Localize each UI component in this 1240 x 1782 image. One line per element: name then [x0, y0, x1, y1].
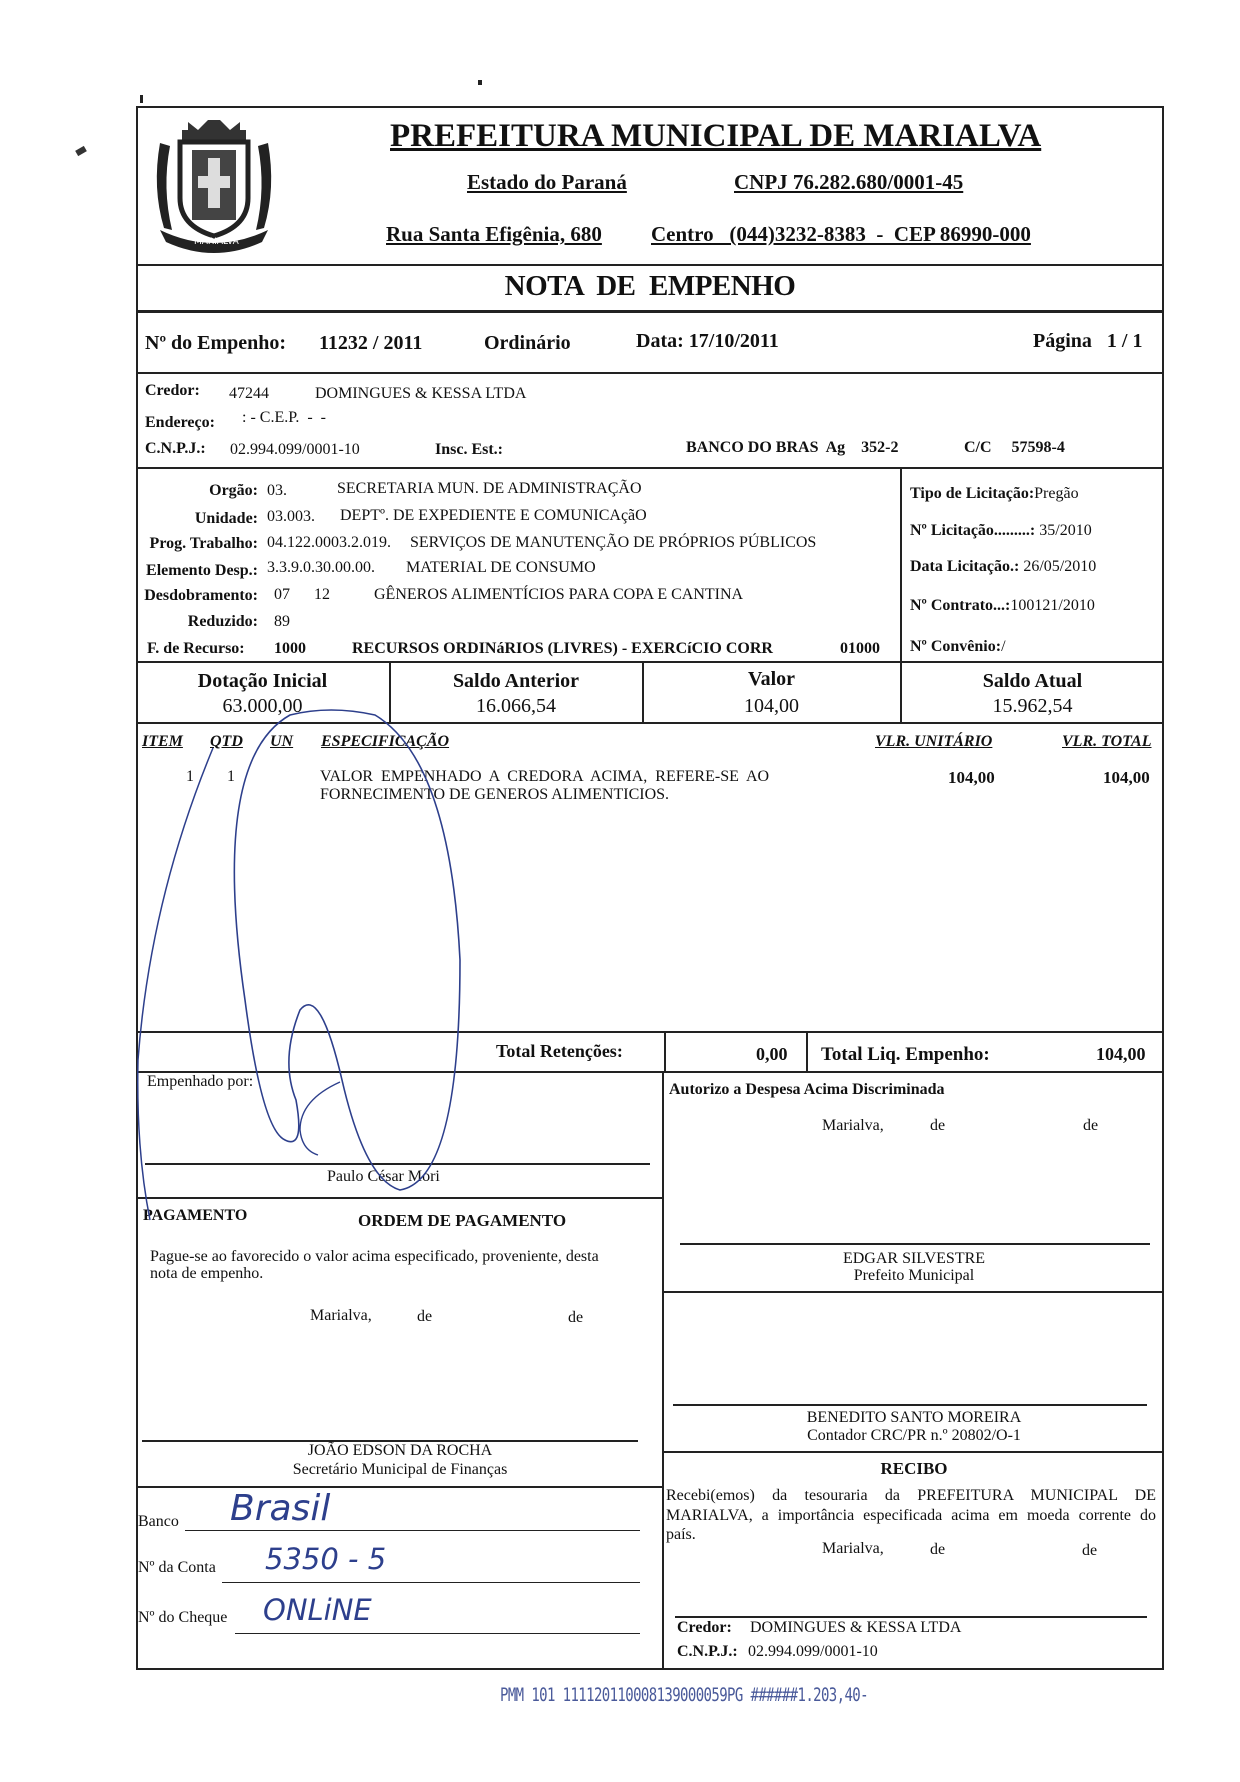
recibo-cnpj-label: C.N.P.J.: [677, 1643, 738, 1660]
dotacao-label: Dotação Inicial [197, 670, 328, 692]
svg-text:MARIALVA: MARIALVA [194, 237, 239, 247]
conta-line [222, 1582, 640, 1583]
tipo-licitacao-value: Pregão [1034, 485, 1079, 502]
prog-code: 04.122.0003.2.019. [267, 534, 391, 551]
credor-label: Credor: [145, 382, 200, 399]
contrato [910, 597, 1095, 615]
orgao-label: Orgão: [209, 482, 258, 499]
num-licitacao-value: 35/2010 [1039, 522, 1092, 539]
header-contact: Centro (044)3232-8383 - CEP 86990-000 [651, 222, 1031, 246]
convenio [910, 638, 1006, 656]
empenho-number-label: Nº do Empenho: [145, 332, 287, 354]
prog-label: Prog. Trabalho: [149, 535, 258, 552]
credor-name: DOMINGUES & KESSA LTDA [315, 385, 527, 402]
autorizo-de2: de [1083, 1117, 1099, 1134]
convenio-label: Nº Convênio: [910, 638, 1002, 655]
contrato-label: Nº Contrato...: [910, 597, 1011, 614]
scan-speck [140, 95, 143, 103]
table-row-spec-line2: FORNECIMENTO DE GENEROS ALIMENTICIOS. [320, 786, 670, 803]
coat-of-arms-logo [142, 118, 286, 260]
account-cc: C/C 57598-4 [964, 439, 1065, 456]
col-header-qtd: QTD [210, 733, 243, 750]
fonte-number: 01000 [840, 640, 880, 657]
conta-handwritten: 5350 - 5 [265, 1542, 387, 1576]
orgao-code: 03. [267, 482, 287, 499]
desdobramento-label: Desdobramento: [144, 587, 258, 604]
recibo-credor-label: Credor: [677, 1619, 732, 1636]
divider [136, 372, 1164, 374]
num-licitacao-label: Nº Licitação.........: [910, 522, 1036, 539]
header-title: PREFEITURA MUNICIPAL DE MARIALVA [390, 118, 1042, 154]
table-row-qtd: 1 [227, 768, 235, 785]
recibo-de2: de [1082, 1542, 1098, 1559]
credor-cnpj: 02.994.099/0001-10 [230, 441, 360, 458]
elemento-name: MATERIAL DE CONSUMO [406, 559, 596, 576]
total-liq-value: 104,00 [1096, 1044, 1146, 1064]
divider [136, 310, 1164, 313]
signature-line [673, 1404, 1147, 1406]
pagamento-text-line2: nota de empenho. [150, 1265, 264, 1282]
divider [662, 1291, 1164, 1293]
desdobramento-name: GÊNEROS ALIMENTÍCIOS PARA COPA E CANTINA [374, 586, 744, 603]
scan-speck [75, 146, 87, 156]
pagamento-de2: de [568, 1309, 584, 1326]
tipo-licitacao-label [910, 485, 1079, 503]
valor-label: Valor [747, 668, 796, 690]
convenio-value: / [1001, 638, 1006, 655]
vertical-divider [806, 1033, 808, 1073]
contrato-value: 100121/2010 [1010, 597, 1095, 614]
bank-info: BANCO DO BRAS Ag 352-2 [686, 439, 899, 456]
elemento-code: 3.3.9.0.30.00.00. [267, 559, 375, 576]
bottom-stamp: PMM 101 111120110008139000059PG ######1.203,40- [500, 1685, 868, 1707]
total-retencoes-label: Total Retenções: [496, 1041, 623, 1061]
cheque-line [235, 1633, 640, 1634]
reduzido-value: 89 [274, 613, 290, 630]
total-liq-label: Total Liq. Empenho: [821, 1044, 990, 1065]
page-number: Página 1 / 1 [1033, 330, 1143, 352]
cheque-label: Nº do Cheque [138, 1609, 228, 1626]
header-cnpj: CNPJ 76.282.680/0001-45 [734, 170, 964, 194]
orgao-name: SECRETARIA MUN. DE ADMINISTRAÇÃO [337, 480, 642, 497]
table-row-item: 1 [186, 768, 194, 785]
saldo-atual-label: Saldo Atual [982, 670, 1083, 692]
col-header-un: UN [270, 733, 294, 750]
autorizo-place: Marialva, [822, 1117, 884, 1134]
saldo-anterior-value: 16.066,54 [476, 695, 556, 717]
empenhado-por-label: Empenhado por: [147, 1073, 254, 1090]
scan-speck [478, 80, 482, 85]
autorizo-label: Autorizo a Despesa Acima Discriminada [669, 1081, 945, 1098]
elemento-label: Elemento Desp.: [146, 562, 258, 579]
data-licitacao-value: 26/05/2010 [1023, 558, 1097, 575]
saldo-atual-value: 15.962,54 [992, 695, 1073, 717]
desdobramento-code: 07 12 [274, 586, 330, 603]
dotacao-value: 63.000,00 [222, 695, 303, 717]
total-retencoes-value: 0,00 [756, 1044, 788, 1064]
signature-line [675, 1616, 1147, 1618]
empenhado-signer: Paulo César Mori [327, 1168, 440, 1185]
endereco-value: : - C.E.P. - - [242, 409, 326, 426]
valor-value: 104,00 [744, 695, 799, 717]
recibo-text-line2: MARIALVA, a importância especificada acima em moeda corrente do [666, 1507, 1156, 1524]
divider [136, 1071, 1164, 1073]
table-row-unit: 104,00 [948, 768, 995, 787]
cnpj-label: C.N.P.J.: [145, 440, 206, 457]
divider [136, 1197, 664, 1199]
num-licitacao [910, 522, 1092, 540]
header-state: Estado do Paraná [467, 170, 627, 194]
fonte-code: 1000 [274, 640, 306, 657]
col-header-total: VLR. TOTAL [1062, 733, 1152, 750]
fonte-label: F. de Recurso: [147, 640, 245, 657]
pagamento-place: Marialva, [310, 1307, 372, 1324]
divider [662, 1451, 1164, 1453]
divider [136, 722, 1164, 724]
secretary-name: JOÃO EDSON DA ROCHA [307, 1442, 493, 1459]
banco-label: Banco [138, 1513, 179, 1530]
recibo-de1: de [930, 1541, 946, 1558]
signature-line [680, 1243, 1150, 1245]
autorizo-de1: de [930, 1117, 946, 1134]
cheque-handwritten: ONLiNE [263, 1593, 372, 1627]
data-licitacao [910, 558, 1096, 576]
col-header-item: ITEM [142, 733, 183, 750]
tipo-licitacao-label-text: Tipo de Licitação: [910, 485, 1035, 502]
data-licitacao-label: Data Licitação.: [910, 558, 1020, 575]
pagamento-label: PAGAMENTO [143, 1207, 248, 1224]
accountant-name: BENEDITO SANTO MOREIRA [806, 1409, 1022, 1426]
conta-label: Nº da Conta [138, 1559, 216, 1576]
endereco-label: Endereço: [145, 414, 215, 431]
col-header-unit: VLR. UNITÁRIO [875, 733, 993, 750]
accountant-role: Contador CRC/PR n.º 20802/O-1 [807, 1427, 1021, 1444]
vertical-divider [900, 467, 902, 663]
vertical-divider [664, 1033, 666, 1073]
credor-code: 47244 [229, 385, 269, 402]
divider [136, 1486, 664, 1488]
empenho-date: Data: 17/10/2011 [636, 330, 779, 352]
vertical-divider [662, 1071, 664, 1669]
unidade-name: DEPTº. DE EXPEDIENTE E COMUNICAçãO [340, 507, 647, 524]
mayor-role: Prefeito Municipal [853, 1267, 975, 1284]
divider [136, 467, 1164, 469]
divider [136, 661, 1164, 663]
prog-name: SERVIÇOS DE MANUTENÇÃO DE PRÓPRIOS PÚBLICOS [410, 534, 817, 551]
divider [136, 264, 1164, 266]
table-row-total: 104,00 [1103, 768, 1150, 787]
banco-line [185, 1530, 640, 1531]
unidade-label: Unidade: [194, 510, 258, 527]
banco-handwritten: Brasil [230, 1488, 331, 1529]
ordem-pagamento-label: ORDEM DE PAGAMENTO [358, 1211, 567, 1230]
mayor-name: EDGAR SILVESTRE [842, 1250, 986, 1267]
recibo-title: RECIBO [880, 1459, 948, 1478]
fonte-name: RECURSOS ORDINáRIOS (LIVRES) - EXERCíCIO CORR [352, 640, 773, 657]
recibo-place: Marialva, [822, 1540, 884, 1557]
col-header-spec: ESPECIFICAÇÃO [321, 733, 450, 750]
secretary-role: Secretário Municipal de Finanças [292, 1461, 508, 1478]
pagamento-text-line1: Pague-se ao favorecido o valor acima especificado, proveniente, desta [150, 1248, 599, 1265]
saldo-anterior-label: Saldo Anterior [452, 670, 580, 692]
reduzido-label: Reduzido: [187, 613, 258, 630]
doc-title: NOTA DE EMPENHO [504, 270, 796, 302]
insc-est-label: Insc. Est.: [435, 441, 504, 458]
recibo-text-line1: Recebi(emos) da tesouraria da PREFEITURA MUNICIPAL DE [666, 1487, 1156, 1504]
unidade-code: 03.003. [267, 508, 315, 525]
recibo-text-line3: país. [666, 1526, 696, 1543]
table-row-spec-line1: VALOR EMPENHADO A CREDORA ACIMA, REFERE-SE AO [320, 768, 770, 785]
signature-line [145, 1163, 650, 1165]
empenho-type: Ordinário [484, 332, 571, 354]
recibo-cnpj-value: 02.994.099/0001-10 [748, 1643, 878, 1660]
divider [136, 1031, 1164, 1033]
header-street: Rua Santa Efigênia, 680 [386, 222, 602, 246]
pagamento-de1: de [417, 1308, 433, 1325]
empenho-number: 11232 / 2011 [319, 332, 423, 354]
recibo-credor-name: DOMINGUES & KESSA LTDA [750, 1619, 962, 1636]
